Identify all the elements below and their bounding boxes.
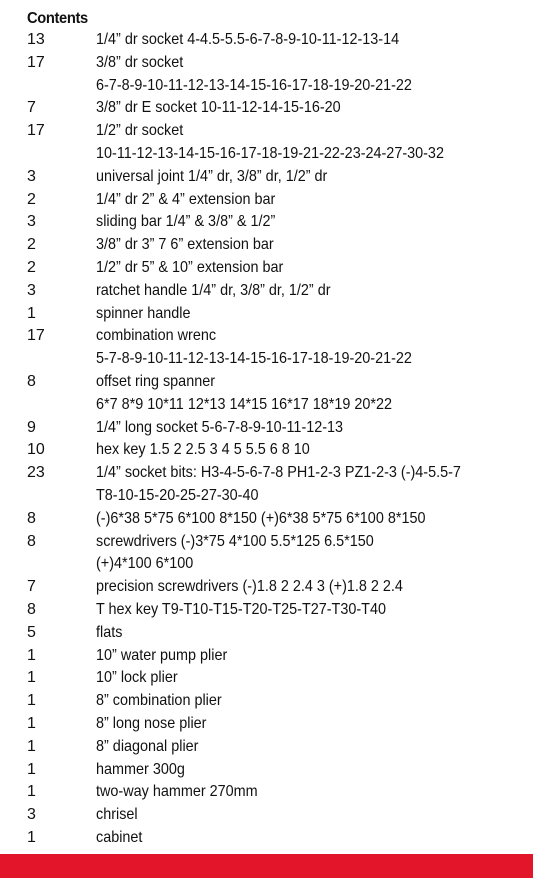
item-quantity: 7 bbox=[27, 578, 36, 596]
item-description-line: 8” diagonal plier bbox=[96, 737, 199, 755]
item-description-line: precision screwdrivers (-)1.8 2 2.4 3 (+)1.8 2 2.4 bbox=[96, 578, 403, 596]
list-item bbox=[27, 827, 527, 850]
item-description-line: 1/2” dr socket bbox=[96, 122, 184, 140]
item-description-line: offset ring spanner bbox=[96, 372, 216, 390]
item-quantity: 23 bbox=[27, 464, 45, 482]
item-quantity: 13 bbox=[27, 31, 45, 48]
item-quantity: 9 bbox=[27, 418, 36, 436]
contents-list bbox=[27, 29, 527, 850]
item-description-line: 10” water pump plier bbox=[96, 646, 228, 664]
footer-red-bar bbox=[0, 854, 533, 878]
item-quantity: 2 bbox=[27, 236, 36, 254]
item-description-line: 1/4” socket bits: H3-4-5-6-7-8 PH1-2-3 PZ1-2-3 (-)4-5.5-7 bbox=[96, 464, 461, 482]
item-description bbox=[96, 52, 484, 98]
item-description bbox=[96, 325, 484, 371]
item-description bbox=[96, 690, 484, 713]
item-quantity: 3 bbox=[27, 213, 36, 231]
item-description-line: 3/8” dr 3” 7 6” extension bar bbox=[96, 236, 274, 254]
item-description-line: 5-7-8-9-10-11-12-13-14-15-16-17-18-19-20-21-22 bbox=[96, 350, 412, 368]
list-item bbox=[27, 257, 527, 280]
item-quantity: 1 bbox=[27, 304, 36, 322]
list-item bbox=[27, 371, 527, 417]
item-quantity: 1 bbox=[27, 646, 36, 664]
list-item bbox=[27, 804, 527, 827]
item-description-line: (+)4*100 6*100 bbox=[96, 555, 194, 573]
list-item bbox=[27, 234, 527, 257]
item-quantity: 3 bbox=[27, 281, 36, 299]
list-item bbox=[27, 303, 527, 326]
item-description bbox=[96, 759, 484, 782]
list-item bbox=[27, 622, 527, 645]
list-item bbox=[27, 576, 527, 599]
list-item bbox=[27, 736, 527, 759]
list-item bbox=[27, 439, 527, 462]
item-description-line: 10-11-12-13-14-15-16-17-18-19-21-22-23-24-27-30-32 bbox=[96, 144, 444, 162]
item-quantity: 1 bbox=[27, 828, 36, 846]
item-description-line: combination wrenc bbox=[96, 327, 217, 345]
list-item bbox=[27, 781, 527, 804]
item-description bbox=[96, 189, 484, 212]
item-description bbox=[96, 599, 484, 622]
item-description bbox=[96, 645, 484, 668]
item-description-line: universal joint 1/4” dr, 3/8” dr, 1/2” dr bbox=[96, 167, 328, 185]
item-description-line: 1/4” dr socket 4-4.5-5.5-6-7-8-9-10-11-12-13-14 bbox=[96, 31, 400, 48]
list-item bbox=[27, 29, 527, 52]
item-description bbox=[96, 804, 484, 827]
item-description-line: hex key 1.5 2 2.5 3 4 5 5.5 6 8 10 bbox=[96, 441, 310, 459]
item-quantity: 17 bbox=[27, 327, 45, 345]
item-description bbox=[96, 29, 484, 52]
item-description-line: 8” long nose plier bbox=[96, 714, 207, 732]
item-description bbox=[96, 371, 484, 417]
item-description bbox=[96, 417, 484, 440]
item-description-line: chrisel bbox=[96, 806, 138, 824]
item-description bbox=[96, 166, 484, 189]
item-description-line: ratchet handle 1/4” dr, 3/8” dr, 1/2” dr bbox=[96, 281, 331, 299]
list-item bbox=[27, 189, 527, 212]
list-item bbox=[27, 599, 527, 622]
item-description bbox=[96, 439, 484, 462]
list-item bbox=[27, 531, 527, 577]
list-item bbox=[27, 713, 527, 736]
item-quantity: 1 bbox=[27, 669, 36, 687]
list-item bbox=[27, 417, 527, 440]
item-description bbox=[96, 97, 484, 120]
item-description-line: 1/4” long socket 5-6-7-8-9-10-11-12-13 bbox=[96, 418, 344, 436]
item-quantity: 1 bbox=[27, 714, 36, 732]
item-description-line: spinner handle bbox=[96, 304, 191, 322]
item-description bbox=[96, 462, 484, 508]
list-item bbox=[27, 280, 527, 303]
item-description bbox=[96, 827, 484, 850]
item-description-line: two-way hammer 270mm bbox=[96, 783, 258, 801]
list-item bbox=[27, 52, 527, 98]
item-quantity: 8 bbox=[27, 532, 36, 550]
list-item bbox=[27, 120, 527, 166]
item-description bbox=[96, 622, 484, 645]
item-quantity: 5 bbox=[27, 623, 36, 641]
item-quantity: 10 bbox=[27, 441, 45, 459]
item-quantity: 3 bbox=[27, 167, 36, 185]
item-description bbox=[96, 713, 484, 736]
item-description bbox=[96, 781, 484, 804]
item-description-line: (-)6*38 5*75 6*100 8*150 (+)6*38 5*75 6*100 8*150 bbox=[96, 509, 426, 527]
item-description bbox=[96, 211, 484, 234]
item-description-line: 10” lock plier bbox=[96, 669, 178, 687]
item-description-line: hammer 300g bbox=[96, 760, 185, 778]
item-description-line: 3/8” dr E socket 10-11-12-14-15-16-20 bbox=[96, 99, 341, 117]
list-item bbox=[27, 325, 527, 371]
item-description bbox=[96, 120, 484, 166]
item-description-line: T hex key T9-T10-T15-T20-T25-T27-T30-T40 bbox=[96, 600, 386, 618]
item-quantity: 7 bbox=[27, 99, 36, 117]
contents-document bbox=[27, 9, 527, 850]
item-description bbox=[96, 280, 484, 303]
item-quantity: 1 bbox=[27, 737, 36, 755]
item-description-line: 3/8” dr socket bbox=[96, 53, 184, 71]
item-description bbox=[96, 303, 484, 326]
item-description bbox=[96, 257, 484, 280]
item-quantity: 3 bbox=[27, 806, 36, 824]
item-description-line: sliding bar 1/4” & 3/8” & 1/2” bbox=[96, 213, 276, 231]
list-item bbox=[27, 462, 527, 508]
item-description bbox=[96, 531, 484, 577]
item-description bbox=[96, 508, 484, 531]
item-description-line: T8-10-15-20-25-27-30-40 bbox=[96, 486, 259, 504]
list-item bbox=[27, 211, 527, 234]
list-item bbox=[27, 166, 527, 189]
item-description bbox=[96, 234, 484, 257]
list-item bbox=[27, 759, 527, 782]
item-description bbox=[96, 667, 484, 690]
item-description-line: 6-7-8-9-10-11-12-13-14-15-16-17-18-19-20-21-22 bbox=[96, 76, 412, 94]
item-quantity: 8 bbox=[27, 509, 36, 527]
item-quantity: 1 bbox=[27, 692, 36, 710]
list-item bbox=[27, 690, 527, 713]
item-quantity: 17 bbox=[27, 53, 45, 71]
item-description bbox=[96, 736, 484, 759]
item-description-line: cabinet bbox=[96, 828, 143, 846]
item-description-line: flats bbox=[96, 623, 123, 641]
item-quantity: 2 bbox=[27, 258, 36, 276]
item-description-line: 6*7 8*9 10*11 12*13 14*15 16*17 18*19 20*22 bbox=[96, 395, 393, 413]
list-item bbox=[27, 667, 527, 690]
item-description-line: 8” combination plier bbox=[96, 692, 222, 710]
item-quantity: 8 bbox=[27, 372, 36, 390]
list-item bbox=[27, 508, 527, 531]
item-quantity: 1 bbox=[27, 783, 36, 801]
item-quantity: 17 bbox=[27, 122, 45, 140]
item-description-line: 1/4” dr 2” & 4” extension bar bbox=[96, 190, 276, 208]
item-description-line: screwdrivers (-)3*75 4*100 5.5*125 6.5*150 bbox=[96, 532, 374, 550]
contents-heading: Contents bbox=[27, 10, 88, 27]
item-quantity: 1 bbox=[27, 760, 36, 778]
item-description-line: 1/2” dr 5” & 10” extension bar bbox=[96, 258, 284, 276]
list-item bbox=[27, 645, 527, 668]
item-quantity: 2 bbox=[27, 190, 36, 208]
item-description bbox=[96, 576, 484, 599]
list-item bbox=[27, 97, 527, 120]
item-quantity: 8 bbox=[27, 600, 36, 618]
